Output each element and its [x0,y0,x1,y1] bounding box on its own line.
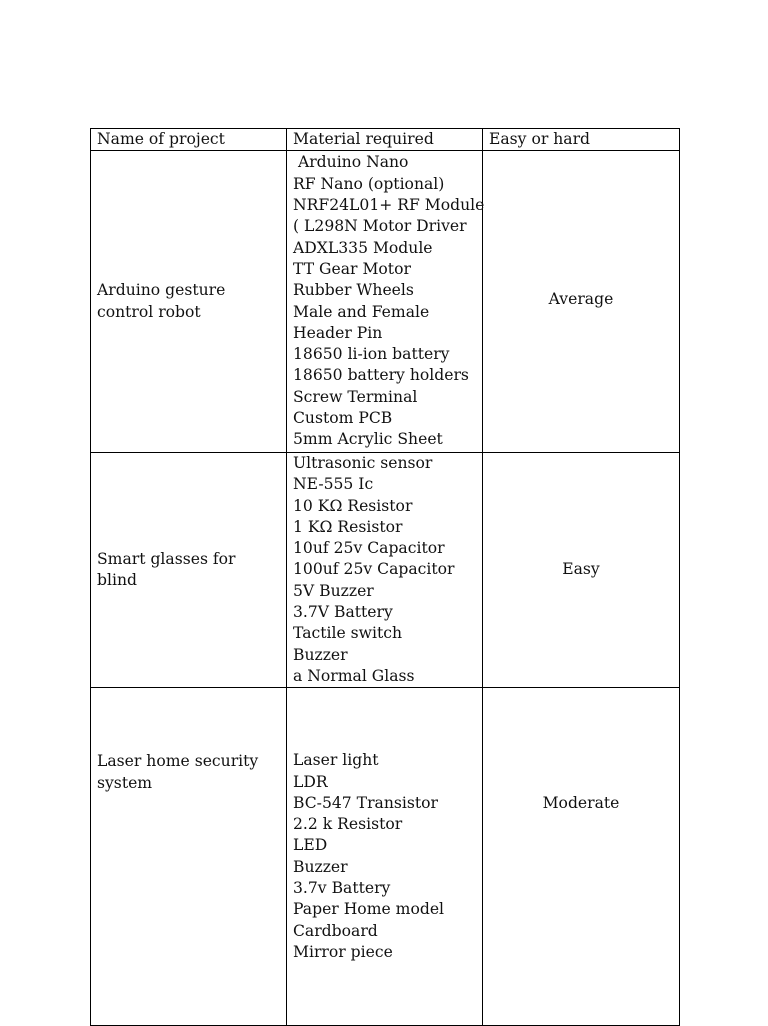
material-item: LED [293,836,328,855]
material-item: BC-547 Transistor [293,793,438,812]
project-name: Arduino gesture control robot [91,151,287,453]
material-item: Ultrasonic sensor [293,454,433,472]
project-name: Laser home security system [91,688,287,1026]
material-item: 3.7V Battery [293,603,393,622]
material-item: ADXL335 Module [293,238,433,257]
materials-list [287,688,483,1026]
material-item: 10uf 25v Capacitor [293,539,445,558]
material-item: Arduino Nano [293,153,409,172]
material-item: 2.2 k Resistor [293,815,403,834]
project-name: Smart glasses for blind [91,453,287,688]
material-item: TT Gear Motor [293,259,411,278]
material-item: Male and Female [293,302,430,321]
material-item: 1 KΩ Resistor [293,517,403,536]
header-material-required: Material required [287,129,483,151]
table-header-row [91,129,680,151]
material-item: RF Nano (optional) [293,174,445,193]
material-item: 18650 battery holders [293,366,469,385]
material-item: 5V Buzzer [293,581,374,600]
materials-list [287,453,483,688]
material-item: Paper Home model [293,900,445,919]
difficulty-value: Average [483,151,680,453]
material-item: 3.7v Battery [293,879,391,898]
material-item: 100uf 25v Capacitor [293,560,455,579]
materials-list [287,151,483,453]
material-item: Custom PCB [293,408,393,427]
table-row [91,688,680,1026]
material-item: Screw Terminal [293,387,418,406]
difficulty-value: Moderate [483,688,680,1026]
material-item: Cardboard [293,921,378,940]
difficulty-value: Easy [483,453,680,688]
material-item: ( L298N Motor Driver [293,217,467,236]
material-item: 18650 li-ion battery [293,345,450,364]
material-item: Laser light [293,751,379,770]
material-item: Header Pin [293,323,383,342]
material-item: Buzzer [293,857,348,876]
material-item: 10 KΩ Resistor [293,496,413,515]
projects-table [90,128,680,1026]
material-item: NRF24L01+ RF Module [293,196,485,215]
table-row [91,151,680,453]
material-item: a Normal Glass [293,666,415,685]
material-item: Tactile switch [293,624,403,643]
material-item: LDR [293,772,328,791]
material-item: Mirror piece [293,942,393,961]
material-item: 5mm Acrylic Sheet [293,430,443,449]
header-name-of-project: Name of project [91,129,287,151]
material-item: Rubber Wheels [293,281,414,300]
material-item: NE-555 Ic [293,475,374,494]
material-item: Buzzer [293,645,348,664]
table-row [91,453,680,688]
header-easy-or-hard: Easy or hard [483,129,680,151]
